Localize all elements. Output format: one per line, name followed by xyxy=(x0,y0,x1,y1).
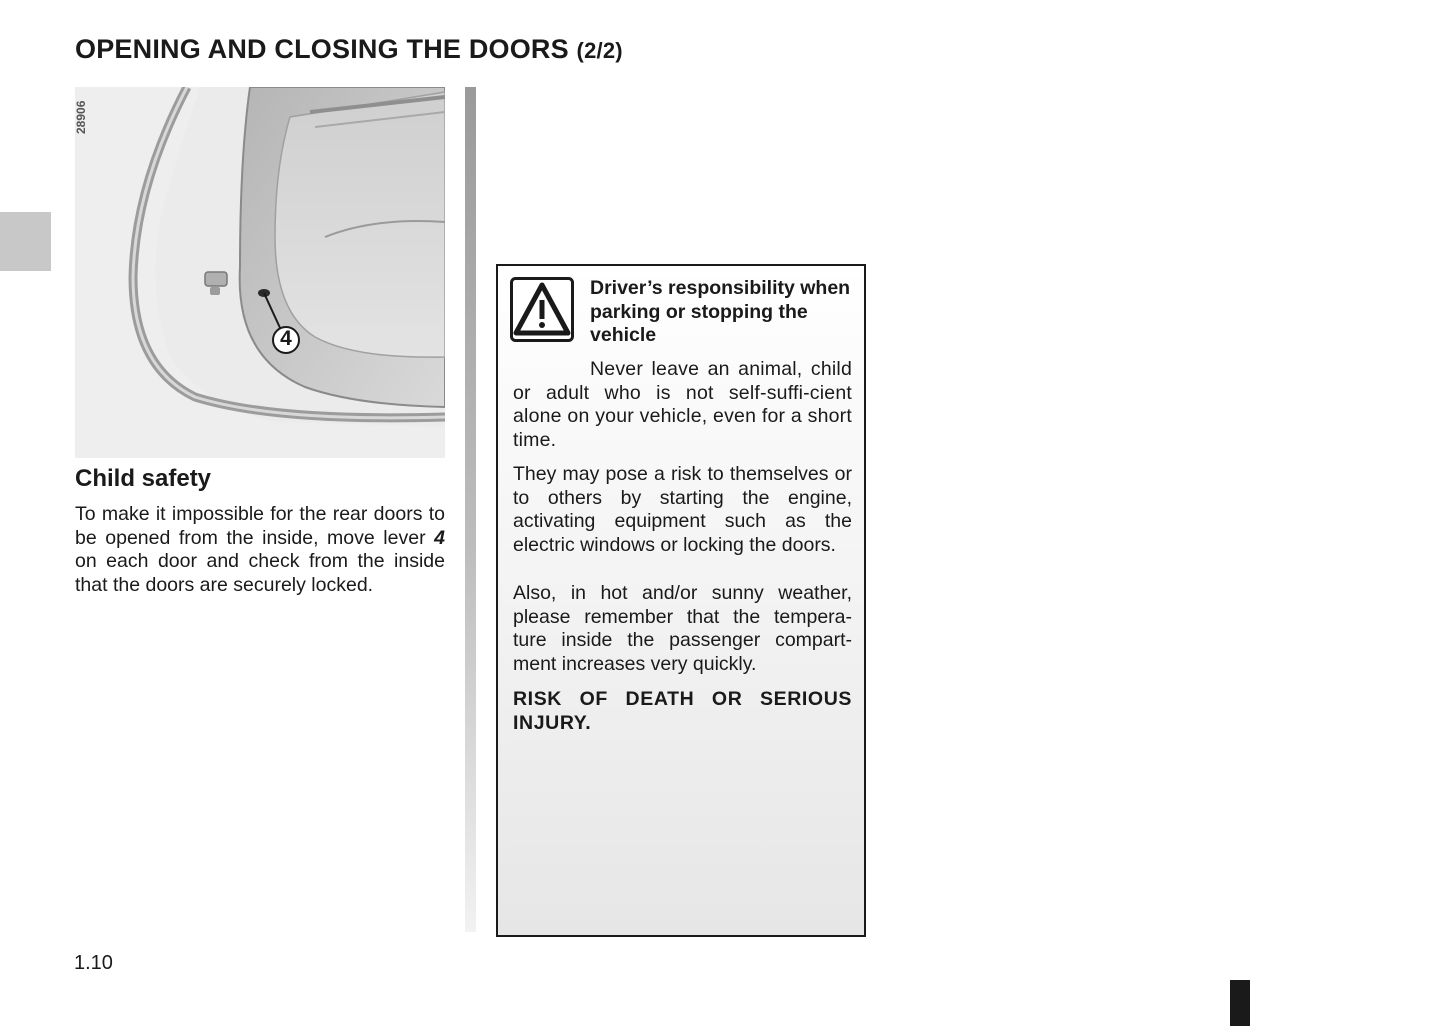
warning-paragraph-3: Also, in hot and/or sunny weather, please remember that the tempera-ture inside the passenger compart-ment increases very quickly. xyxy=(513,582,852,676)
figure-reference: 28906 xyxy=(74,100,88,134)
page-part: (2/2) xyxy=(576,38,623,63)
warning-paragraph-2: They may pose a risk to themselves or to others by starting the engine, activating equipment such as the electric windows or locking the doors. xyxy=(513,463,852,557)
child-safety-heading: Child safety xyxy=(75,465,212,492)
page-title xyxy=(75,34,623,65)
warning-box xyxy=(496,264,866,937)
column-divider xyxy=(465,87,476,932)
warning-title: Driver’s responsibility when parking or stopping the vehicle xyxy=(590,277,851,347)
chapter-tab xyxy=(0,212,51,271)
door-illustration xyxy=(75,87,445,458)
child-safety-text-start: To make it impossible for the rear doors to be opened from the inside, move lever xyxy=(75,503,445,549)
warning-triangle-icon xyxy=(510,277,574,342)
warning-paragraph-1 xyxy=(513,358,852,453)
door-illustration-drawing xyxy=(75,87,445,458)
child-safety-text xyxy=(75,503,445,598)
lever-number: 4 xyxy=(434,526,445,549)
page-edge-marker xyxy=(1230,980,1250,1026)
page-number: 1.10 xyxy=(74,952,113,974)
warning-paragraph-1-text: Never leave an animal, child or adult who is not self-suffi-cient alone on your vehicle, even for a short time. xyxy=(513,358,852,452)
child-safety-text-end: on each door and check from the inside that the doors are securely locked. xyxy=(75,550,445,597)
page-title-text: OPENING AND CLOSING THE DOORS xyxy=(75,34,569,64)
callout-label: 4 xyxy=(280,327,292,350)
warning-paragraph-4: RISK OF DEATH OR SERIOUS INJURY. xyxy=(513,688,852,734)
